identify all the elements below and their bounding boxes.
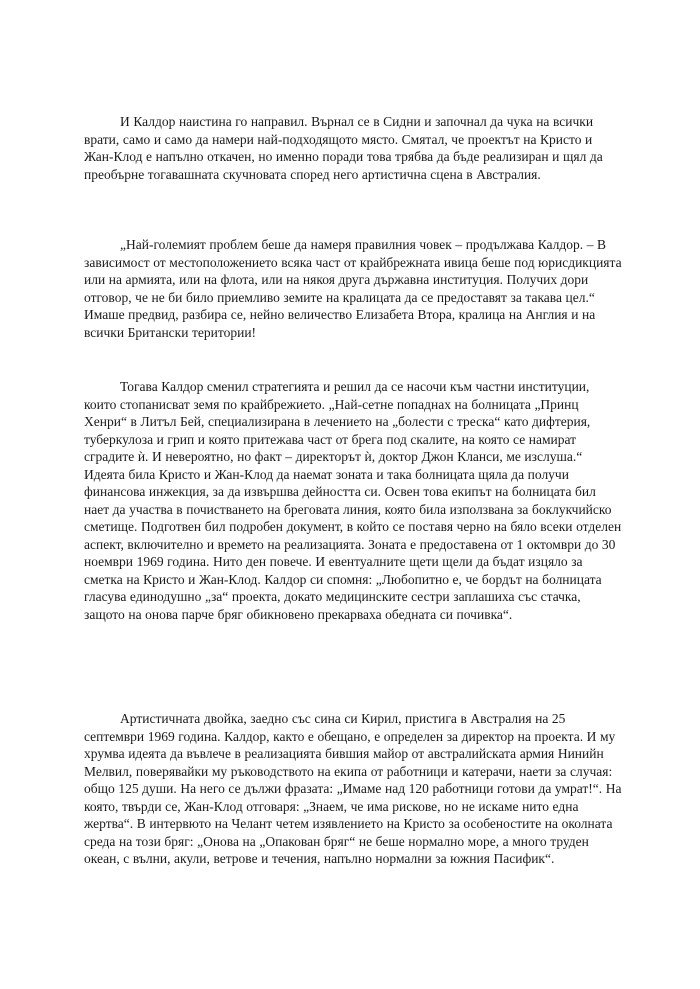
paragraph-arrival-australia: Артистичната двойка, заедно със сина си Кирил, пристига в Австралия на 25 септември 1969 година. Калдор, както е обещано, е определен за директор на проекта. И му хрумва идеята да въвлече в реализацията бившия майор от австралийската армия Нинийн Мелвил, поверявайки му ръководството на екипа от работници и катерачи, наети за случая: общо 125 души. На него се дължи фразата: „Имаме над 120 работници готови да умрат!“. На която, твърди се, Жан-Клод отговаря: „Знаем, че има рискове, но не искаме нито една жертва“. В интервюто на Челант четем изявлението на Кристо за особеностите на околната среда на този бряг: „Онова на „Опакован бряг“ не беше нормално море, а много труден океан, с вълни, акули, ветрове и течения, напълно нормални за южния Пасифик“.	[84, 711, 622, 866]
paragraph-kaldor-sydney: И Калдор наистина го направил. Върнал се в Сидни и започнал да чука на всички врати, само и само да намери най-подходящото място. Смятал, че проектът на Кристо и Жан-Клод е напълно откачен, но именно поради това трябва да бъде реализиран и щял да преобърне тогавашната скучновата според него артистична сцена в Австралия.	[84, 114, 603, 182]
paragraph-biggest-problem: „Най-големият проблем беше да намеря правилния човек – продължава Калдор. – В зависимост от местоположението всяка част от крайбрежната ивица беше под юрисдикцията или на армията, или на флота, или на някоя друга държавна институция. Получих дори отговор, че не би било приемливо земите на кралицата да се предоставят за такава цел.“ Имаше предвид, разбира се, нейно величество Елизабета Втора, кралица на Англия и на всички Британски територии!	[84, 237, 622, 340]
paragraph-hospital-prince-henry: Тогава Калдор сменил стратегията и решил да се насочи към частни институции, които стопанисват земя по крайбрежието. „Най-сетне попаднах на болницата „Принц Хенри“ в Литъл Бей, специализирана в лечението на „болести с треска“ като дифтерия, туберкулоза и грип и която притежава част от брега под скалите, на която се намират сградите ѝ. И невероятно, но факт – директорът ѝ, доктор Джон Кланси, ме изслуша.“ Идеята била Кристо и Жан-Клод да наемат зоната и така болницата щяла да получи финансова инжекция, за да извършва дейността си. Освен това екипът на болницата бил нает да участва в почистването на бреговата линия, която била използвана за боклукчийско сметище. Подготвен бил подробен документ, в който се поставя черно на бяло всеки отделен аспект, включително и времето на реализацията. Зоната е предоставена от 1 октомври до 30 ноември 1969 година. Нито ден повече. И евентуалните щети щели да бъдат изцяло за сметка на Кристо и Жан-Клод. Калдор си спомня: „Любопитно е, че бордът на болницата гласува единодушно „за“ проекта, докато медицинските сестри заплашиха със стачка, защото на онова парче бряг обикновено прекарваха обедната си почивка“.	[84, 379, 622, 622]
